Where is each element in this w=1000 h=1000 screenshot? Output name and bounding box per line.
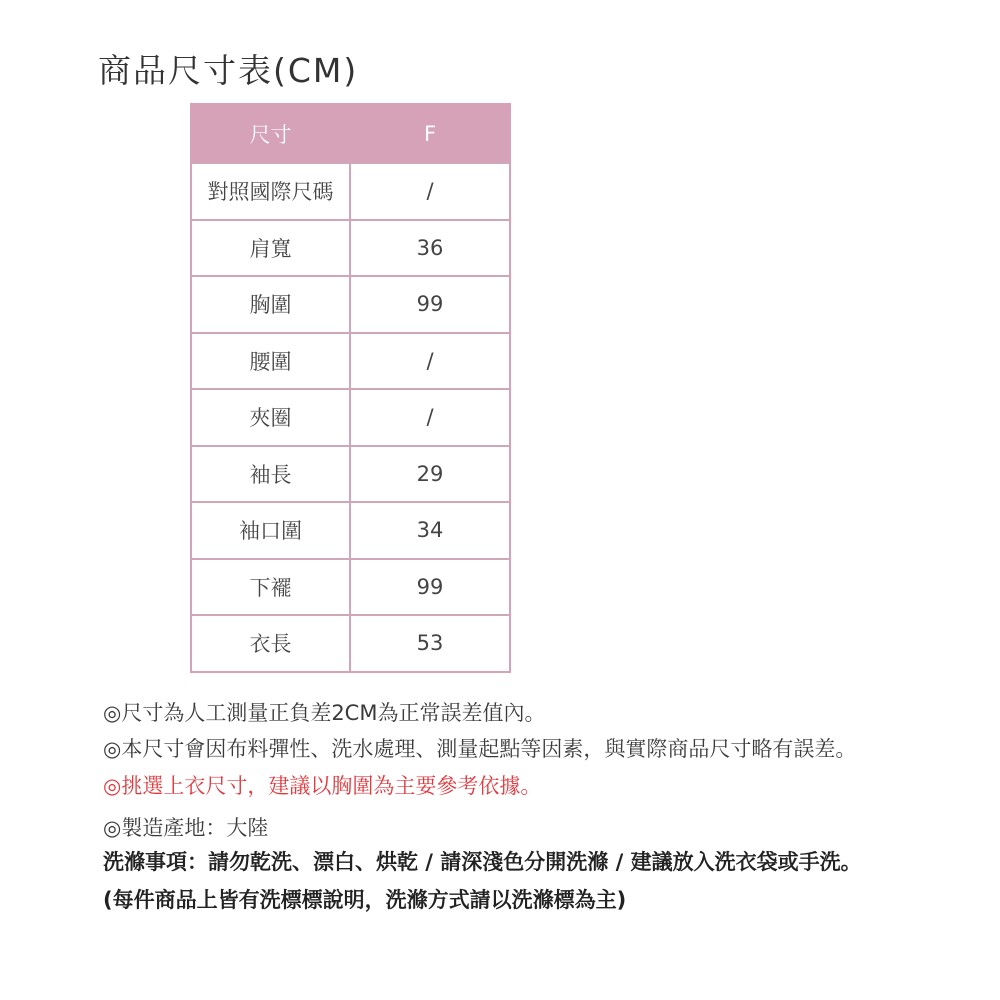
measurement-label: 對照國際尺碼 <box>192 164 351 219</box>
note-size-variance: ◎本尺寸會因布料彈性、洗水處理、測量起點等因素，與實際商品尺寸略有誤差。 <box>103 737 857 761</box>
note-size-selection-tip: ◎挑選上衣尺寸，建議以胸圍為主要參考依據。 <box>103 774 542 798</box>
table-header-row <box>192 105 509 162</box>
measurement-value: 36 <box>416 235 444 260</box>
measurement-value: 29 <box>416 461 444 486</box>
page-title: 商品尺寸表(CM) <box>98 51 359 90</box>
table-row <box>192 501 509 558</box>
size-table <box>190 103 511 673</box>
measurement-value: / <box>426 179 434 204</box>
measurement-label: 衣長 <box>192 616 351 671</box>
measurement-value: 34 <box>416 518 444 543</box>
table-row <box>192 332 509 389</box>
measurement-value: / <box>426 348 434 373</box>
table-row <box>192 388 509 445</box>
table-row <box>192 162 509 219</box>
header-size-label: 尺寸 <box>192 105 351 162</box>
measurement-label: 腰圍 <box>192 334 351 389</box>
measurement-label: 袖長 <box>192 447 351 502</box>
care-instructions: 洗滌事項：請勿乾洗、漂白、烘乾 / 請深淺色分開洗滌 / 建議放入洗衣袋或手洗。 <box>103 850 862 874</box>
header-size-value: F <box>423 121 437 146</box>
measurement-label: 下襬 <box>192 560 351 615</box>
measurement-value: 53 <box>416 631 444 656</box>
table-row <box>192 275 509 332</box>
table-row <box>192 445 509 502</box>
measurement-label: 夾圈 <box>192 390 351 445</box>
note-origin: ◎製造產地：大陸 <box>103 816 269 840</box>
measurement-value: / <box>426 405 434 430</box>
measurement-value: 99 <box>416 574 444 599</box>
table-row <box>192 558 509 615</box>
measurement-value: 99 <box>416 292 444 317</box>
table-row <box>192 614 509 671</box>
note-measurement-tolerance: ◎尺寸為人工測量正負差2CM為正常誤差值內。 <box>103 701 546 725</box>
care-footnote: (每件商品上皆有洗標標說明，洗滌方式請以洗滌標為主) <box>103 888 627 912</box>
measurement-label: 肩寬 <box>192 221 351 276</box>
measurement-label: 袖口圍 <box>192 503 351 558</box>
table-row <box>192 219 509 276</box>
measurement-label: 胸圍 <box>192 277 351 332</box>
